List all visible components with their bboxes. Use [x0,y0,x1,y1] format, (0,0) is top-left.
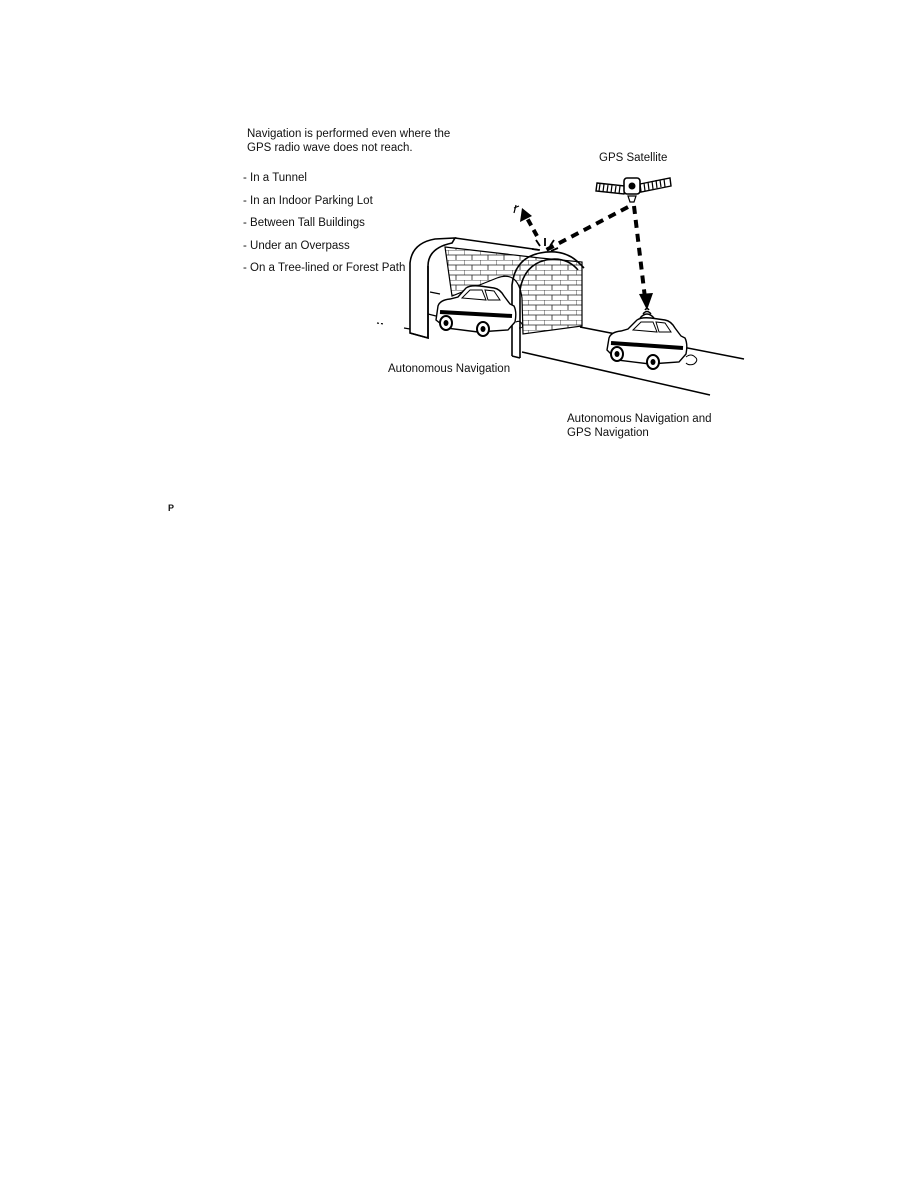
page-letter: P [168,503,175,513]
intro-line-2: GPS radio wave does not reach. [247,142,413,154]
signal-to-tunnel [514,205,628,251]
combined-navigation-label [567,412,712,440]
condition-item-parking-lot: - In an Indoor Parking Lot [243,194,373,207]
condition-item-tall-buildings: - Between Tall Buildings [243,217,365,229]
autonomous-navigation-label: Autonomous Navigation [388,363,511,375]
gps-satellite-label: GPS Satellite [599,152,668,164]
condition-item-tunnel: - In a Tunnel [243,172,307,184]
condition-item-overpass: - Under an Overpass [243,239,350,252]
combined-label-line-1: Autonomous Navigation and [567,413,712,425]
intro-line-1: Navigation is performed even where the [247,128,451,140]
gps-satellite-icon [596,178,671,202]
condition-item-forest-path: - On a Tree-lined or Forest Path [243,262,406,274]
car-in-tunnel-icon [436,286,523,336]
signal-to-car [634,206,653,310]
car-outside-icon [607,309,697,370]
combined-label-line-2: GPS Navigation [567,427,649,439]
